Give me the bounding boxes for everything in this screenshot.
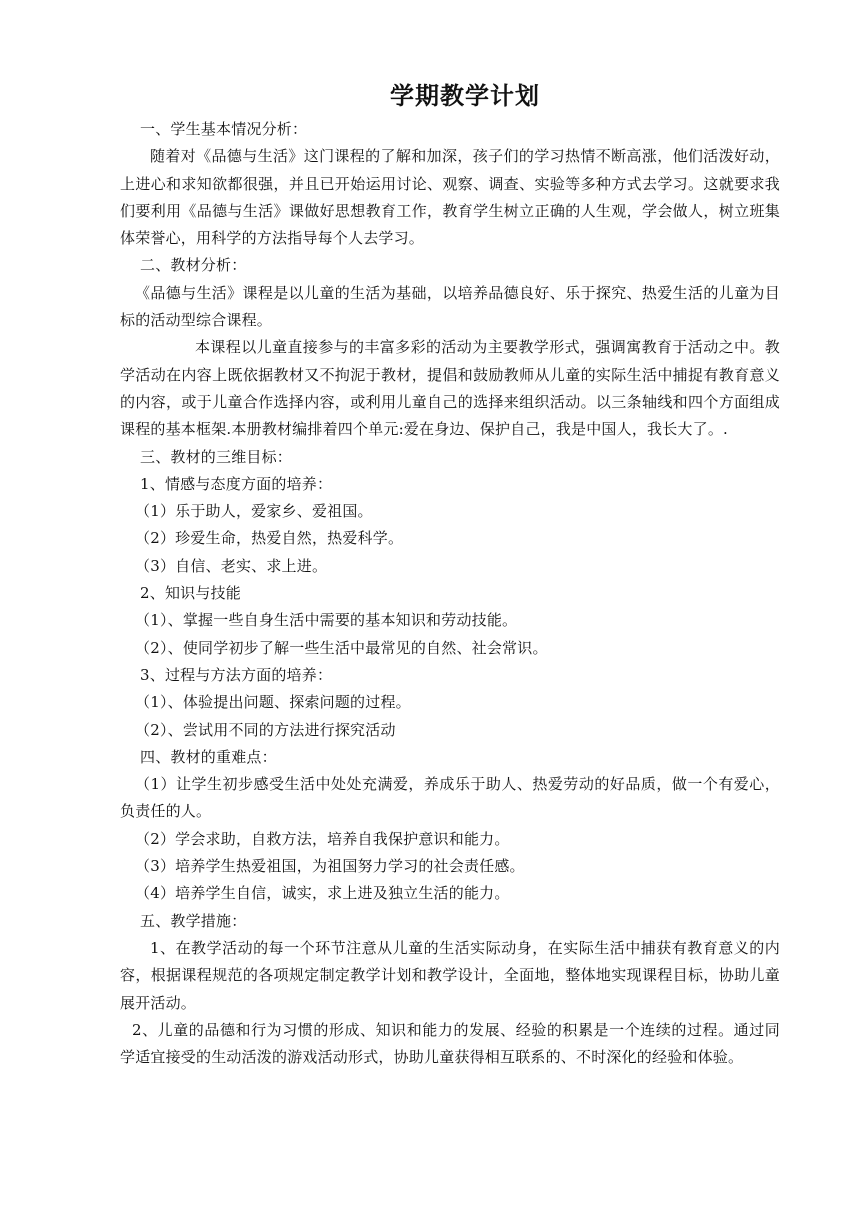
paragraph: 本课程以儿童直接参与的丰富多彩的活动为主要教学形式，强调寓教育于活动之中。教学活动在内容上既依据教材又不拘泥于教材，提倡和鼓励教师从儿童的实际生活中捕捉有教育意义的内容，或于儿童合作选择内容，或利用儿童自己的选择来组织活动。以三条轴线和四个方面组成课程的基本框架.本册教材编排着四个单元:爱在身边、保护自己，我是中国人，我长大了。. [120, 338, 780, 439]
paragraph: 1、情感与态度方面的培养： [140, 474, 333, 493]
paragraph: （1）、掌握一些自身生活中需要的基本知识和劳动技能。 [135, 611, 518, 630]
section-heading: 四、教材的重难点： [140, 747, 277, 766]
paragraph: 2、知识与技能 [140, 584, 241, 603]
paragraph: 1、在教学活动的每一个环节注意从儿童的生活实际动身，在实际生活中捕获有教育意义的内容，根据课程规范的各项规定制定教学计划和教学设计，全面地，整体地实现课程目标，协助儿童展开活动。 [120, 938, 780, 1012]
paragraph: （2）学会求助，自救方法，培养自我保护意识和能力。 [135, 829, 510, 848]
paragraph: （1）乐于助人，爱家乡、爱祖国。 [135, 502, 373, 521]
paragraph: 《品德与生活》课程是以儿童的生活为基础，以培养品德良好、乐于探究、热爱生活的儿童为目标的活动型综合课程。 [120, 283, 780, 330]
paragraph: （2）珍爱生命，热爱自然，热爱科学。 [135, 529, 404, 548]
paragraph: （3）培养学生热爱祖国，为祖国努力学习的社会责任感。 [135, 857, 525, 876]
section-heading: 二、教材分析： [140, 256, 247, 275]
paragraph: 3、过程与方法方面的培养： [140, 665, 333, 684]
section-heading: 一、学生基本情况分析： [140, 120, 308, 138]
paragraph: 随着对《品德与生活》这门课程的了解和加深，孩子们的学习热情不断高涨，他们活泼好动，上进心和求知欲都很强，并且已开始运用讨论、观察、调查、实验等多种方式去学习。这就要求我们要利用《品德与生活》课做好思想教育工作，教育学生树立正确的人生观，学会做人，树立班集体荣誉心，用科学的方法指导每个人去学习。 [120, 147, 780, 248]
paragraph: （1）、体验提出问题、探索问题的过程。 [135, 693, 411, 712]
paragraph: （3）自信、老实、求上进。 [135, 556, 328, 575]
document-body [120, 116, 780, 1071]
document-page [120, 76, 780, 1071]
section-heading: 三、教材的三维目标： [140, 447, 293, 466]
document-title: 学期教学计划 [390, 82, 540, 110]
section-heading: 五、教学措施： [140, 911, 247, 930]
paragraph: （2）、尝试用不同的方法进行探究活动 [135, 720, 396, 739]
paragraph: （4）培养学生自信，诚实，求上进及独立生活的能力。 [135, 884, 510, 903]
paragraph: 2、儿童的品德和行为习惯的形成、知识和能力的发展、经验的积累是一个连续的过程。通过同学适宜接受的生动活泼的游戏活动形式，协助儿童获得相互联系的、不时深化的经验和体验。 [120, 1020, 780, 1067]
paragraph: （1）让学生初步感受生活中处处充满爱，养成乐于助人、热爱劳动的好品质，做一个有爱心，负责任的人。 [120, 775, 780, 821]
paragraph: （2）、使同学初步了解一些生活中最常见的自然、社会常识。 [135, 638, 548, 657]
